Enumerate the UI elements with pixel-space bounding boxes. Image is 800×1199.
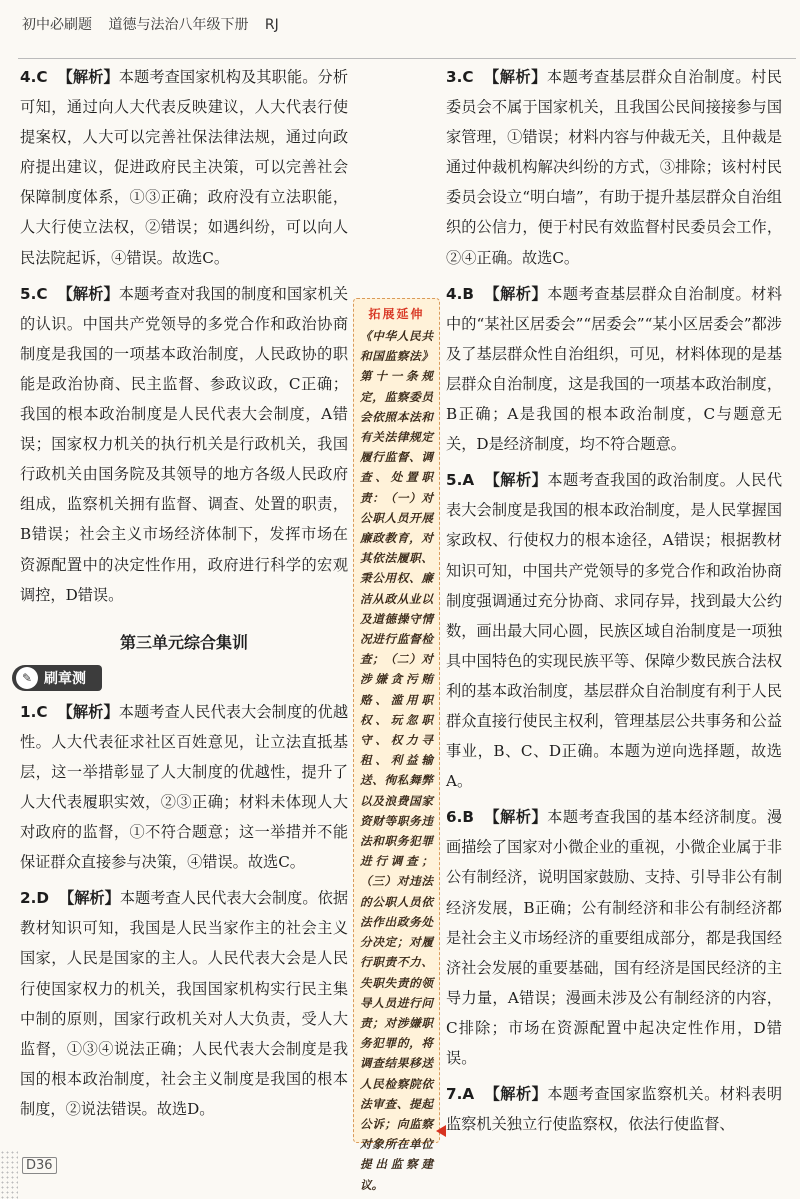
right-column — [446, 62, 782, 1145]
analysis-tag: 【解析】 — [483, 284, 548, 303]
answer-number: 1.C — [20, 702, 48, 721]
analysis-tag: 【解析】 — [57, 702, 119, 721]
corner-dot-pattern — [0, 1150, 18, 1199]
answer-6 — [446, 802, 782, 1073]
answer-4 — [446, 279, 782, 460]
brush-icon: ✎ — [16, 667, 38, 689]
chapter-test-badge — [12, 665, 102, 691]
analysis-tag: 【解析】 — [483, 68, 547, 86]
answer-5 — [20, 279, 348, 610]
header-divider — [18, 58, 796, 59]
answer-number: 7.A — [446, 1085, 475, 1104]
left-column — [20, 62, 348, 1130]
answer-text: 本题考查我国的基本经济制度。漫画描绘了国家对小微企业的重视，小微企业属于非公有制经济，说明国家鼓励、支持、引导非公有制经济发展，B正确；公有制经济和非公有制经济都是社会主义市场经济的重要组成部分，都是我国经济社会发展的重要基础，国有经济是国民经济的主导力量，A错误；漫画未涉及公有制经济的内容，C排除；市场在资源配置中起决定性作用，D错误。 — [446, 808, 783, 1067]
answer-4 — [20, 62, 348, 273]
analysis-tag: 【解析】 — [484, 1085, 548, 1104]
pointer-arrow-icon — [436, 1125, 446, 1137]
answer-7 — [446, 1079, 782, 1139]
extension-sidebar — [353, 298, 440, 1192]
answer-text: 本题考查国家机构及其职能。分析可知，通过向人大代表反映建议，人大代表行使提案权，人大可以完善社保法律法规，通过向政府提出建议，促进政府民主决策，可以完善社会保障制度体系，①③正确；政府没有立法职能，人大行使立法权，②错误；如遇纠纷，可以向人民法院起诉，④错误。故选C。 — [20, 68, 349, 267]
answer-3 — [446, 62, 782, 273]
answer-text: 本题考查人民代表大会制度的优越性。人大代表征求社区百姓意见，让立法直抵基层，这一举措彰显了人大制度的优越性，提升了人大代表履职实效，②③正确；材料未体现人大对政府的监督，①不符合题意；这一举措并不能保证群众直接参与决策，④错误。故选C。 — [20, 702, 349, 872]
analysis-tag: 【解析】 — [57, 284, 119, 303]
analysis-tag: 【解析】 — [484, 471, 548, 490]
answer-2 — [20, 883, 348, 1124]
badge-label: 刷章测 — [44, 670, 86, 687]
answer-text: 本题考查国家监察机关。材料表明监察机关独立行使监察权，依法行使监督、 — [446, 1085, 783, 1134]
series-name: 初中必刷题 — [22, 17, 92, 33]
page-header — [0, 0, 800, 58]
answer-text: 本题考查基层群众自治制度。村民委员会不属于国家机关，且我国公民间接接参与国家管理，①错误；材料内容与仲裁无关，且仲裁是通过仲裁机构解决纠纷的方式，③排除；该村村民委员会设立“明白墙”，有助于提升基层群众自治组织的公信力，便于村民有效监督村民委员会工作，②④正确。故选C。 — [446, 68, 783, 267]
answer-number: 4.C — [20, 68, 48, 86]
sidebar-text: 《中华人民共和国监察法》第十一条规定，监察委员会依照本法和有关法律规定履行监督、调查、处置职责：（一）对公职人员开展廉政教育，对其依法履职、秉公用权、廉洁从政从业以及道德操守情况进行监督检查；（二）对涉嫌贪污贿赂、滥用职权、玩忽职守、权力寻租、利益输送、徇私舞弊以及浪费国家资财等职务违法和职务犯罪进行调查；（三）对违法的公职人员依法作出政务处分决定；对履行职责不力、失职失责的领导人员进行问责；对涉嫌职务犯罪的，将调查结果移送人民检察院依法审查、提起公诉；向监察对象所在单位提出监察建议。 — [360, 329, 433, 1192]
edition-label: RJ — [264, 17, 279, 33]
answer-number: 4.B — [446, 284, 474, 303]
answer-text: 本题考查人民代表大会制度。依据教材知识可知，我国是人民当家作主的社会主义国家，人民是国家的主人。人民代表大会是人民行使国家权力的机关，我国国家机构实行民主集中制的原则，国家行政机关对人大负责，受人大监督，①③④说法正确；人民代表大会制度是我国的根本政治制度，社会主义制度是我国的根本制度，②说法错误。故选D。 — [20, 889, 349, 1118]
answer-number: 2.D — [20, 889, 49, 908]
answer-text: 本题考查基层群众自治制度。材料中的“某社区居委会”“居委会”“某小区居委会”都涉及了基层群众性自治组织，可见，材料体现的是基层群众自治制度，这是我国的一项基本政治制度，B正确；A是我国的根本政治制度，C与题意无关，D是经济制度，均不符合题意。 — [446, 284, 783, 454]
answer-1 — [20, 697, 348, 878]
subject-name: 道德与法治八年级下册 — [108, 17, 249, 33]
page-number: D36 — [22, 1157, 57, 1174]
answer-5 — [446, 465, 782, 796]
answer-number: 6.B — [446, 808, 474, 827]
analysis-tag: 【解析】 — [58, 889, 120, 908]
answer-text: 本题考查我国的政治制度。人民代表大会制度是我国的根本政治制度，是人民掌握国家政权、行使权力的根本途径，A错误；根据教材知识可知，中国共产党领导的多党合作和政治协商制度强调通过充分协商、求同存异，找到最大公约数，画出最大同心圆，民族区域自治制度是一项独具中国特色的实现民族平等、保障少数民族合法权利的基本政治制度，基层群众自治制度有利于人民群众直接行使民主权利，管理基层公共事务和公益事业，B、C、D正确。本题为逆向选择题，故选A。 — [446, 471, 783, 791]
answer-number: 5.C — [20, 284, 48, 303]
unit-title: 第三单元综合集训 — [119, 632, 248, 652]
analysis-tag: 【解析】 — [57, 68, 119, 86]
analysis-tag: 【解析】 — [483, 808, 548, 827]
answer-number: 5.A — [446, 471, 475, 490]
answer-number: 3.C — [446, 68, 474, 86]
answer-text: 本题考查对我国的制度和国家机关的认识。中国共产党领导的多党合作和政治协商制度是我国的一项基本政治制度，人民政协的职能是政治协商、民主监督、参政议政，C正确；我国的根本政治制度是人民代表大会制度，A错误；国家权力机关的执行机关是行政机关，我国行政机关由国务院及其领导的地方各级人民政府组成，监察机关拥有监督、调查、处置的职责，B错误；社会主义市场经济体制下，发挥市场在资源配置中的决定性作用，政府进行科学的宏观调控，D错误。 — [20, 284, 349, 604]
sidebar-title: 拓展延伸 — [368, 307, 425, 321]
